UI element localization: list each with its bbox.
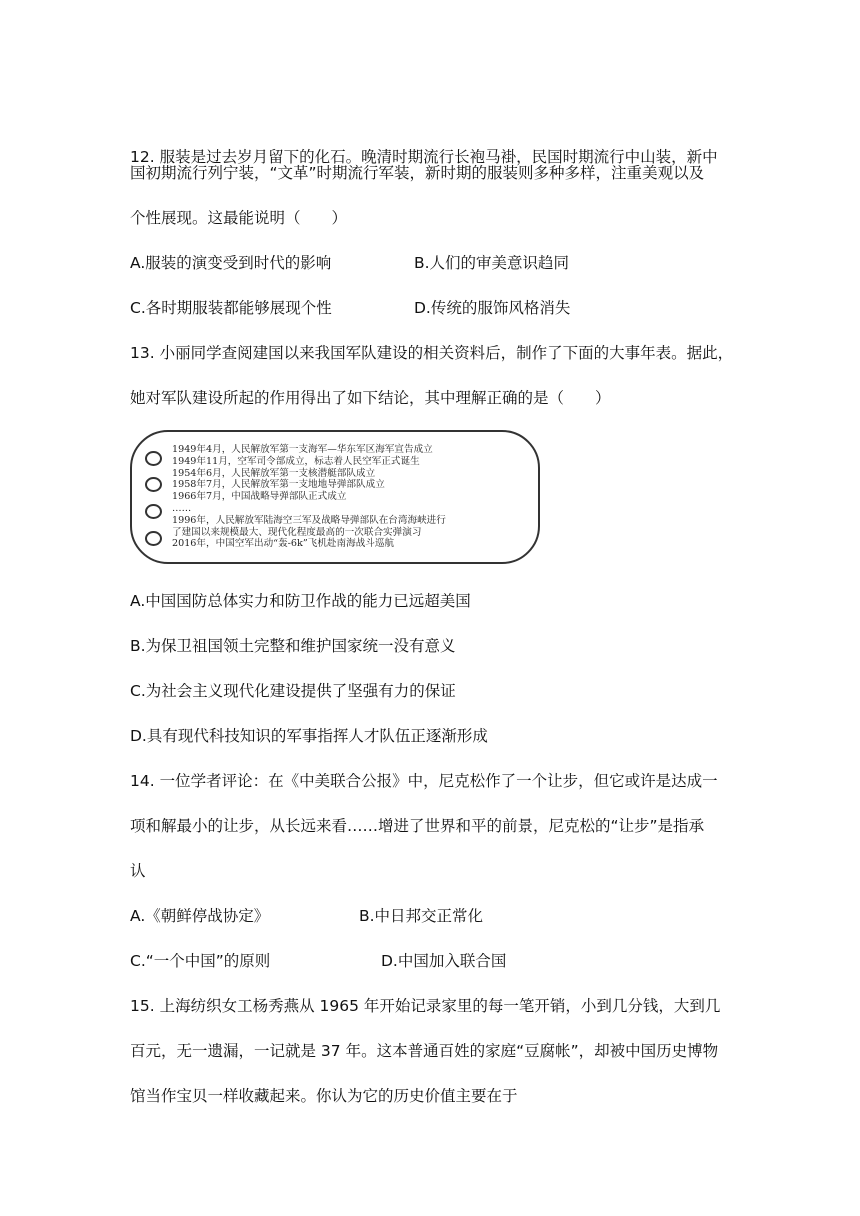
question-12-option-b: B.人们的审美意识趋同 (414, 254, 570, 272)
timeline-entry: 了建国以来规模最大、现代化程度最高的一次联合实弹演习 (172, 526, 422, 538)
timeline-entry: 1949年11月，空军司令部成立，标志着人民空军正式诞生 (172, 455, 420, 467)
timeline-entry: …… (172, 502, 192, 514)
timeline-bullet-3 (145, 504, 162, 519)
question-12-line-2: 国初期流行列宁装，“文革”时期流行军装，新时期的服装则多种多样，注重美观以及 (130, 164, 705, 182)
timeline-entry: 1958年7月，人民解放军第一支地地导弹部队成立 (172, 479, 385, 491)
question-13-option-a: A.中国国防总体实力和防卫作战的能力已远超美国 (130, 592, 471, 610)
question-13-option-d: D.具有现代科技知识的军事指挥人才队伍正逐渐形成 (130, 727, 488, 745)
question-15-line-2: 百元，无一遗漏，一记就是 37 年。这本普通百姓的家庭“豆腐帐”，却被中国历史博物 (130, 1042, 719, 1060)
question-14-option-c: C.“一个中国”的原则 (130, 952, 271, 970)
question-12-option-a: A.服装的演变受到时代的影响 (130, 254, 332, 272)
question-12-option-c: C.各时期服装都能够展现个性 (130, 299, 332, 317)
question-12-line-1: 12. 服装是过去岁月留下的化石。晚清时期流行长袍马褂，民国时期流行中山装，新中 (130, 148, 718, 166)
question-14-option-d: D.中国加入联合国 (381, 952, 507, 970)
question-13-option-b: B.为保卫祖国领土完整和维护国家统一没有意义 (130, 637, 456, 655)
question-13-line-2: 她对军队建设所起的作用得出了如下结论，其中理解正确的是（ ） (130, 389, 611, 407)
question-12-option-d: D.传统的服饰风格消失 (414, 299, 571, 317)
timeline-entry: 1996年，人民解放军陆海空三军及战略导弹部队在台湾海峡进行 (172, 514, 446, 526)
question-13-line-1: 13. 小丽同学查阅建国以来我国军队建设的相关资料后，制作了下面的大事年表。据此， (130, 344, 734, 362)
timeline-entries (172, 444, 446, 550)
question-14-option-b: B.中日邦交正常化 (359, 907, 484, 925)
timeline-bullet-1 (145, 451, 162, 466)
timeline-entry: 1949年4月，人民解放军第一支海军—华东军区海军宣告成立 (172, 444, 433, 455)
question-14-line-3: 认 (130, 862, 146, 880)
timeline-figure (130, 430, 540, 564)
question-14-option-a: A.《朝鲜停战协定》 (130, 907, 270, 925)
question-14-line-2: 项和解最小的让步，从长远来看……增进了世界和平的前景，尼克松的“让步”是指承 (130, 817, 705, 835)
question-13-option-c: C.为社会主义现代化建设提供了坚强有力的保证 (130, 682, 456, 700)
question-15-line-3: 馆当作宝贝一样收藏起来。你认为它的历史价值主要在于 (130, 1087, 518, 1105)
timeline-bullet-4 (145, 531, 162, 546)
timeline-bullet-2 (145, 477, 162, 492)
question-15-line-1: 15. 上海纺织女工杨秀燕从 1965 年开始记录家里的每一笔开销，小到几分钱，大到几 (130, 997, 721, 1015)
timeline-entry: 2016年，中国空军出动“轰-6k”飞机赴南海战斗巡航 (172, 538, 395, 550)
timeline-entry: 1954年6月，人民解放军第一支核潜艇部队成立 (172, 467, 376, 479)
question-12-line-3: 个性展现。这最能说明（ ） (130, 209, 348, 227)
timeline-entry: 1966年7月，中国战略导弹部队正式成立 (172, 491, 347, 503)
question-14-line-1: 14. 一位学者评论：在《中美联合公报》中，尼克松作了一个让步，但它或许是达成一 (130, 772, 718, 790)
